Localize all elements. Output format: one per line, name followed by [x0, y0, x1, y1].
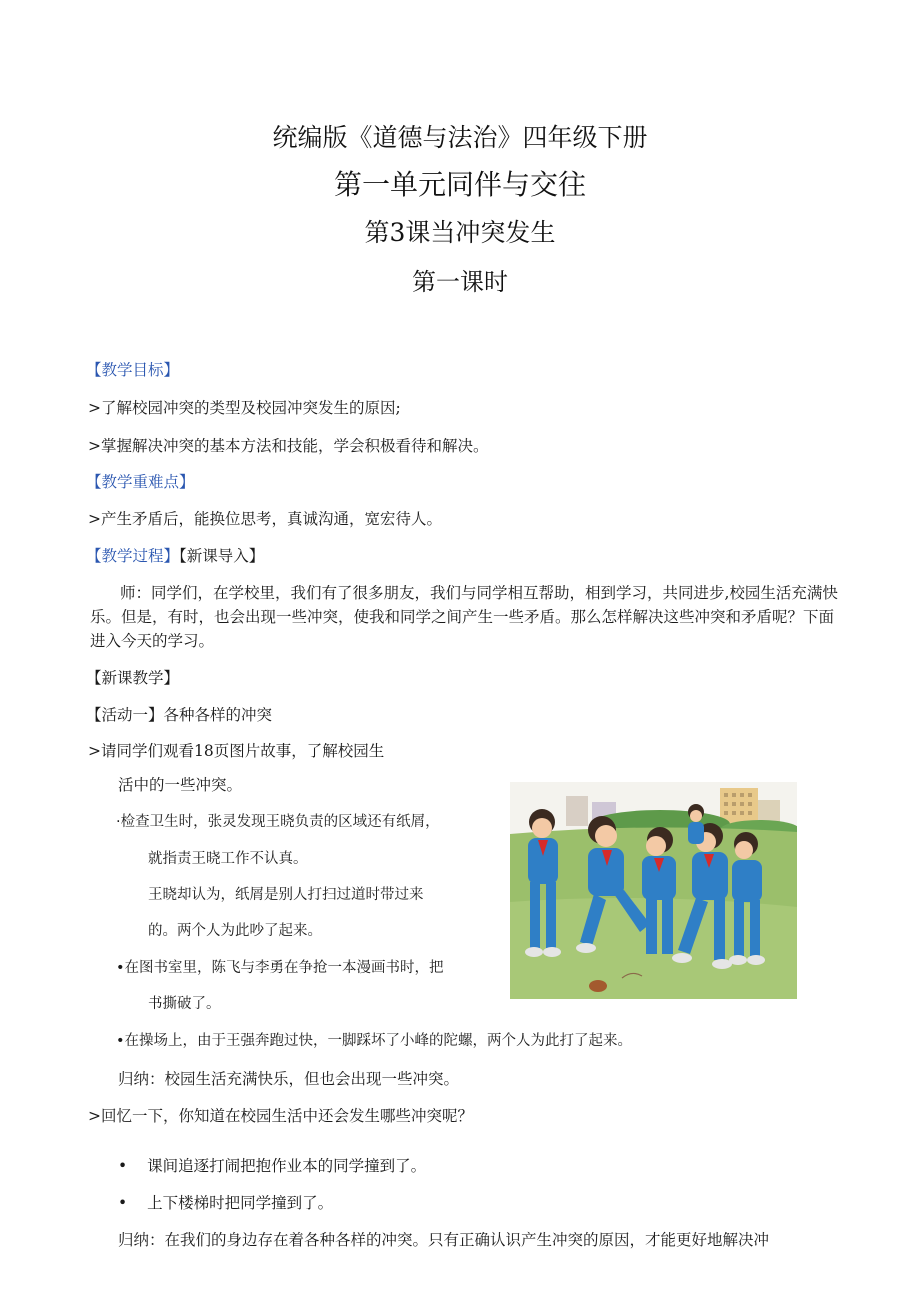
story-line: 王晓却认为，纸屑是别人打扫过道时带过来: [148, 887, 424, 903]
prompt-line: 活中的一些冲突。: [118, 776, 243, 794]
lesson-title: 第3课当冲突发生: [364, 218, 556, 247]
story-line: •在图书室里，陈飞与李勇在争抢一本漫画书时，把: [116, 960, 444, 976]
key-point-item: >产生矛盾后，能换位思考，真诚沟通，宽宏待人。: [88, 510, 442, 528]
period-title: 第一课时: [412, 268, 508, 296]
prompt-line: >请同学们观看18页图片故事，了解校园生: [88, 742, 385, 760]
activity-heading: [86, 705, 272, 725]
summary-line: 归纳：在我们的身边存在着各种各样的冲突。只有正确认识产生冲突的原因，才能更好地解决冲: [118, 1231, 770, 1249]
book-title: 统编版《道德与法治》四年级下册: [272, 123, 648, 152]
objectives-heading: 【教学目标】: [86, 361, 180, 379]
story-line: 就指责王晓工作不认真。: [148, 851, 308, 867]
process-heading: 【教学过程】: [86, 547, 180, 565]
bullet-text: 课间追逐打闹把抱作业本的同学撞到了。: [147, 1157, 427, 1175]
summary-line: 归纳：校园生活充满快乐，但也会出现一些冲突。: [118, 1070, 460, 1088]
bullet-item: [118, 1193, 333, 1213]
new-lesson-heading: 【新课教学】: [86, 669, 180, 687]
activity-title: 各种各样的冲突: [163, 706, 273, 724]
intro-heading: 【新课导入】: [179, 547, 265, 565]
story-line: •在操场上，由于王强奔跑过快，一脚踩坏了小峰的陀螺，两个人为此打了起来。: [116, 1033, 633, 1049]
story-line: 的。两个人为此吵了起来。: [148, 923, 322, 939]
process-heading-row: [86, 546, 264, 566]
intro-paragraph: 师：同学们，在学校里，我们有了很多朋友，我们与同学相互帮助，相到学习，共同进步,校园生活充满快乐。但是，有时，也会出现一些冲突，使我和同学之间产生一些矛盾。那么怎样解决这些冲突和矛盾呢？下面进入今天的学习。: [90, 584, 838, 650]
bullet-text: 上下楼梯时把同学撞到了。: [147, 1194, 334, 1212]
key-points-heading: 【教学重难点】: [86, 473, 195, 491]
bullet-mark: •: [118, 1194, 128, 1212]
story-line: ·检查卫生时，张灵发现王晓负责的区域还有纸屑，: [116, 814, 440, 830]
unit-title: 第一单元同伴与交往: [333, 168, 586, 201]
students-conflict-illustration: [510, 782, 797, 999]
objective-item: >掌握解决冲突的基本方法和技能，学会积极看待和解决。: [88, 437, 489, 455]
bullet-item: [118, 1156, 426, 1176]
bullet-mark: •: [118, 1157, 128, 1175]
story-line: 书撕破了。: [148, 996, 221, 1012]
activity-bracket: 【活动一】: [86, 706, 164, 724]
question-line: >回忆一下，你知道在校园生活中还会发生哪些冲突呢？: [88, 1107, 473, 1125]
objective-item: >了解校园冲突的类型及校园冲突发生的原因;: [88, 399, 401, 417]
